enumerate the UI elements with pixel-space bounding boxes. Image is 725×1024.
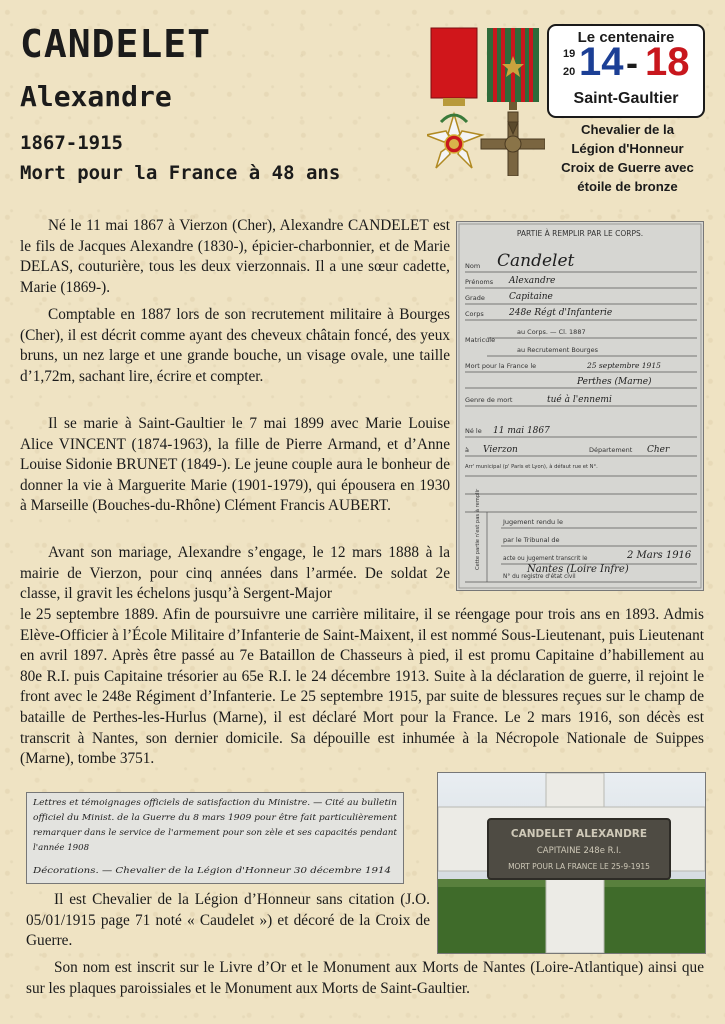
logo-top-text: Le centenaire <box>577 29 675 46</box>
grave-cross-photo <box>437 772 706 954</box>
decorations-line: Croix de Guerre avec <box>561 160 694 175</box>
card-label-matricule: Matricule <box>465 336 496 344</box>
card-perthes-handwritten: Perthes (Marne) <box>577 377 652 387</box>
paragraph-recruitment: Comptable en 1887 lors de son recrutement militaire à Bourges (Cher), il est décrit comme ayant des cheveux châtain foncé, des yeux bruns, un nez large et une grande bouche, un visage ovale, une taille d’1,72m, sachant lire, écrire et compter. <box>20 306 450 385</box>
card-label-arr: Arr' municipal (p' Paris et Lyon), à défaut rue et N°. <box>465 464 598 470</box>
card-label-corps: Corps <box>465 310 484 318</box>
card-nantes-handwritten: Nantes (Loire Infre) <box>527 564 629 575</box>
card-label-mort: Mort pour la France le <box>465 362 537 370</box>
card-label-genre: Genre de mort <box>465 396 513 404</box>
paragraph-career-start: Avant son mariage, Alexandre s’engage, le 12 mars 1888 à la mairie de Vierzon, pour cinq années dans l’armée. De soldat 2e classe, il gravit les échelons jusqu’à Sergent-Major <box>20 544 450 603</box>
logo-14: 14 <box>579 40 624 84</box>
card-side-note: Cette partie n'est pas à remplir <box>475 488 481 570</box>
logo-18: 18 <box>645 40 690 84</box>
decorations-line: étoile de bronze <box>577 179 678 194</box>
card-label-dept: Département <box>589 446 633 454</box>
card-mort-handwritten: 25 septembre 1915 <box>587 361 661 370</box>
paragraph-career-war: le 25 septembre 1889. Afin de poursuivre une carrière militaire, il se réengage pour trois ans en 1893. Admis Elève-Officier à l’École Militaire d’Infanterie de Saint-Maixent, il est nommé Sous-Lieutenant, puis Lieutenant en avril 1897. Après être passé au 7e Bataillon de Chasseurs à pied, il est promu Capitaine d’habillement au 80e R.I. puis Capitaine trésorier au 65e R.I. le 24 décembre 1913. Suite à la déclaration de guerre, il rejoint le front avec le 248e Régiment d’Infanterie. Le 25 septembre 1915, par suite de blessures reçues sur le champ de bataille de Perthes-les-Hurlus (Marne), il est déclaré Mort pour la France. Le 2 mars 1916, son décès est transcrit à Nantes, son dernier domicile. Sa dépouille est inhumée à la Nécropole Nationale de Suippes (Marne), tombe 3751. <box>20 606 704 768</box>
life-years: 1867-1915 <box>20 132 123 154</box>
surname-heading: CANDELET <box>20 22 212 66</box>
card-jugement: Jugement rendu le <box>503 518 563 526</box>
legion-honneur-medal-icon <box>427 28 482 168</box>
card-nom-handwritten: Candelet <box>497 251 575 271</box>
card-registre: N° du registre d'état civil <box>503 574 576 580</box>
logo-dash: - <box>626 42 638 83</box>
first-name-heading: Alexandre <box>20 80 172 113</box>
card-transcrit-date-handwritten: 2 Mars 1916 <box>627 550 692 561</box>
card-au-corps: au Corps. — Cl. 1887 <box>517 328 586 336</box>
card-label-ne: Né le <box>465 427 482 435</box>
service-note-image <box>26 792 404 884</box>
decorations-line: Légion d'Honneur <box>571 141 684 156</box>
centenaire-logo <box>547 24 705 118</box>
note-line: remarquer dans le service de l'armement pour son zèle et ses capacités pendant <box>33 828 385 838</box>
paragraph-birth: Né le 11 mai 1867 à Vierzon (Cher), Alexandre CANDELET est le fils de Jacques Alexandre (1830-), épicier-charbonnier, et de Marie DELAS, couturière, tous les deux vierzonnais. Il a une sœur cadette, Marie (1869-). <box>20 217 450 296</box>
medals-image <box>427 26 545 176</box>
card-dept-handwritten: Cher <box>647 445 670 455</box>
note-line: l'année 1908 <box>33 843 90 853</box>
logo-year-20: 20 <box>563 66 576 78</box>
death-subtitle: Mort pour la France à 48 ans <box>20 162 341 184</box>
card-genre-handwritten: tué à l'ennemi <box>547 395 612 405</box>
paragraph-memorials: Son nom est inscrit sur le Livre d’Or et le Monument aux Morts de Nantes (Loire-Atlantique) ainsi que sur les plaques paroissiales et le Monument aux Morts de Saint-Gaultier. <box>26 959 704 997</box>
card-a-handwritten: Vierzon <box>483 445 518 455</box>
logo-bottom-text: Saint-Gaultier <box>573 90 679 107</box>
card-title: PARTIE À REMPLIR PAR LE CORPS. <box>516 229 644 238</box>
note-line: officiel du Minist. de la Guerre du 8 mars 1909 pour être fait particulièrement <box>33 813 375 823</box>
croix-de-guerre-medal-icon <box>481 28 545 176</box>
card-au-recrutement: au Recrutement Bourges <box>517 346 598 354</box>
grave-rank: CAPITAINE 248e R.I. <box>536 846 622 856</box>
note-line: Lettres et témoignages officiels de satisfaction du Ministre. — Cité au bulletin <box>33 798 375 808</box>
decorations-caption <box>540 120 715 196</box>
card-label-nom: Nom <box>465 262 481 270</box>
card-prenoms-handwritten: Alexandre <box>509 276 556 286</box>
card-ne-handwritten: 11 mai 1867 <box>493 426 550 436</box>
card-grade-handwritten: Capitaine <box>509 292 553 302</box>
paragraph-marriage: Il se marie à Saint-Gaultier le 7 mai 1899 avec Marie Louise Alice VINCENT (1874-1963), la fille de Pierre Armand, et d’Anne Louise Sidonie BRUNET (1849-). Le jeune couple aura le bonheur de donner la vie à Marguerite Marie (1901-1979), qui épousera en 1930 à Marseille (Bouches-du-Rhône) Clément Francis AUBERT. <box>20 415 450 515</box>
logo-year-19: 19 <box>563 48 576 60</box>
card-corps-handwritten: 248e Régt d'Infanterie <box>509 308 613 318</box>
card-label-grade: Grade <box>465 294 485 302</box>
grave-name: CANDELET ALEXANDRE <box>510 828 648 840</box>
card-label-prenoms: Prénoms <box>465 278 494 286</box>
paragraph-honours: Il est Chevalier de la Légion d’Honneur sans citation (J.O. 05/01/1915 page 71 noté « Caudelet ») et décoré de la Croix de Guerre. <box>26 891 430 950</box>
decorations-line: Chevalier de la <box>580 122 675 137</box>
card-tribunal: par le Tribunal de <box>503 536 560 544</box>
death-record-card-image <box>456 221 704 591</box>
grave-death: MORT POUR LA FRANCE LE 25-9-1915 <box>508 862 650 871</box>
card-label-a: à <box>465 446 469 454</box>
card-acte: acte ou jugement transcrit le <box>503 556 588 562</box>
note-line: Décorations. — Chevalier de la Légion d'Honneur 30 décembre 1914 <box>33 866 334 876</box>
